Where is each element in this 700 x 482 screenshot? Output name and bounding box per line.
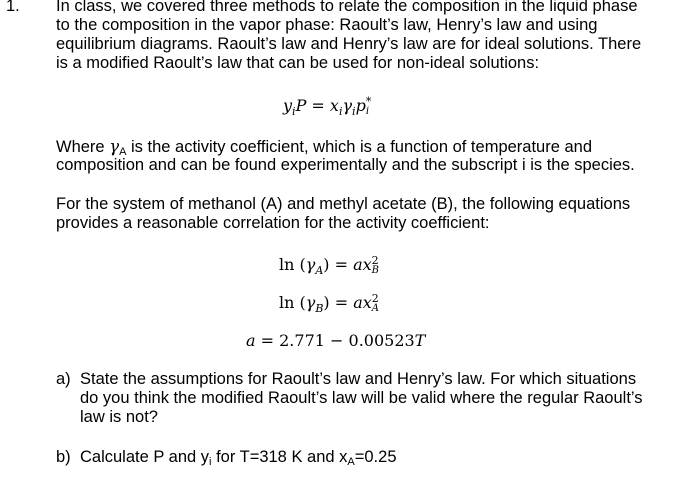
system-line-1: For the system of methanol (A) and methyl acetate (B), the following equations <box>56 195 631 213</box>
part-a-line-2: do you think the modified Raoult’s law will be valid where the regular Raoult’s <box>80 389 643 407</box>
intro-line-4: is a modified Raoult’s law that can be used for non-ideal solutions: <box>56 54 540 72</box>
intro-line-2: to the composition in the vapor phase: Raoult’s law, Henry’s law and using <box>56 16 598 34</box>
equation-modified-raoult: $y_iP = x_i\gamma_ip$ * i <box>283 94 372 119</box>
where-line-1: Where γA is the activity coefficient, which is a function of temperature and <box>56 137 593 158</box>
equation-ln-gamma-a: $\ln (\gamma_A)$ = ax 2 B <box>279 253 380 278</box>
system-line-2: provides a reasonable correlation for the activity coefficient: <box>56 214 490 232</box>
equation-ln-gamma-b: $\ln (\gamma_B)$ = ax 2 A <box>279 291 380 316</box>
part-a-line-3: law is not? <box>80 408 158 426</box>
problem-number: 1. <box>6 0 20 15</box>
part-b-text: Calculate P and yi for T=318 K and xA=0.25 <box>80 448 397 468</box>
where-line-2: composition and can be found experimentally and the subscript i is the species. <box>56 156 635 174</box>
part-a-line-1: State the assumptions for Raoult’s law and Henry’s law. For which situations <box>80 370 637 388</box>
part-b-label: b) <box>56 448 71 466</box>
intro-line-1: In class, we covered three methods to relate the composition in the liquid phase <box>56 0 638 15</box>
intro-line-3: equilibrium diagrams. Raoult’s law and Henry’s law are for ideal solutions. There <box>56 35 642 53</box>
part-a-label: a) <box>56 370 71 388</box>
equation-a: a = 2.771 − 0.00523T <box>246 331 426 350</box>
gamma-a-symbol: γA <box>109 137 127 158</box>
